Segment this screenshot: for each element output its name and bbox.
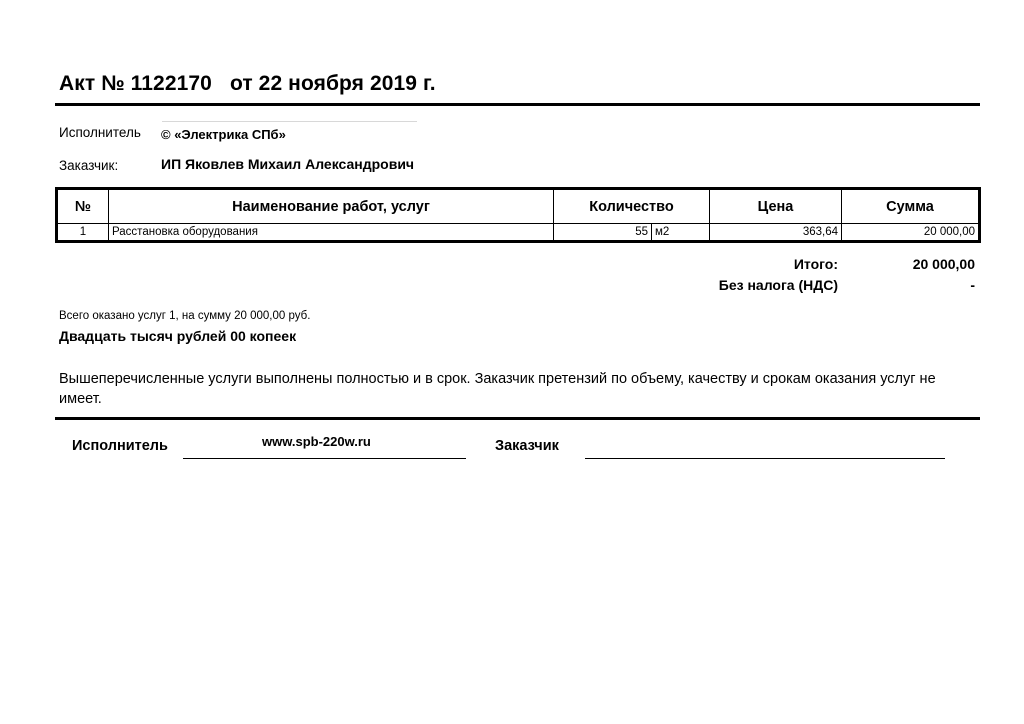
customer-signature-label: Заказчик — [495, 438, 559, 454]
row-unit: м2 — [652, 224, 710, 242]
customer-signature-line — [585, 458, 945, 459]
executor-signature-label: Исполнитель — [72, 438, 168, 454]
row-name: Расстановка оборудования — [109, 224, 554, 242]
header-sum: Сумма — [842, 189, 980, 224]
title-divider — [55, 103, 980, 106]
row-sum: 20 000,00 — [842, 224, 980, 242]
total-label: Итого: — [793, 256, 838, 272]
signatures-divider — [55, 417, 980, 420]
amount-in-words: Двадцать тысяч рублей 00 копеек — [59, 328, 297, 344]
executor-name: © «Электрика СПб» — [161, 127, 286, 142]
table-header-row — [57, 189, 980, 224]
total-value: 20 000,00 — [912, 256, 975, 272]
row-price: 363,64 — [710, 224, 842, 242]
completion-statement: Вышеперечисленные услуги выполнены полностью и в срок. Заказчик претензий по объему, качеству и срокам оказания услуг не имеет. — [59, 371, 936, 407]
row-quantity: 55 — [554, 224, 652, 242]
vat-value: - — [970, 277, 975, 293]
customer-name: ИП Яковлев Михаил Александрович — [161, 156, 415, 172]
document-title — [59, 72, 436, 96]
vat-label: Без налога (НДС) — [718, 277, 838, 293]
executor-signature: www.spb-220w.ru — [262, 434, 371, 449]
header-price: Цена — [710, 189, 842, 224]
services-table — [55, 187, 981, 243]
act-number: Акт № 1122170 — [59, 72, 212, 95]
table-row — [57, 224, 980, 242]
row-number: 1 — [57, 224, 109, 242]
header-name: Наименование работ, услуг — [109, 189, 554, 224]
executor-signature-line — [183, 458, 466, 459]
executor-faint-line — [162, 121, 417, 122]
header-number: № — [57, 189, 109, 224]
executor-label: Исполнитель — [59, 125, 141, 140]
act-date: от 22 ноября 2019 г. — [229, 72, 436, 95]
header-quantity: Количество — [554, 189, 710, 224]
customer-label: Заказчик: — [59, 158, 119, 173]
services-summary-line: Всего оказано услуг 1, на сумму 20 000,00 руб. — [59, 310, 311, 322]
